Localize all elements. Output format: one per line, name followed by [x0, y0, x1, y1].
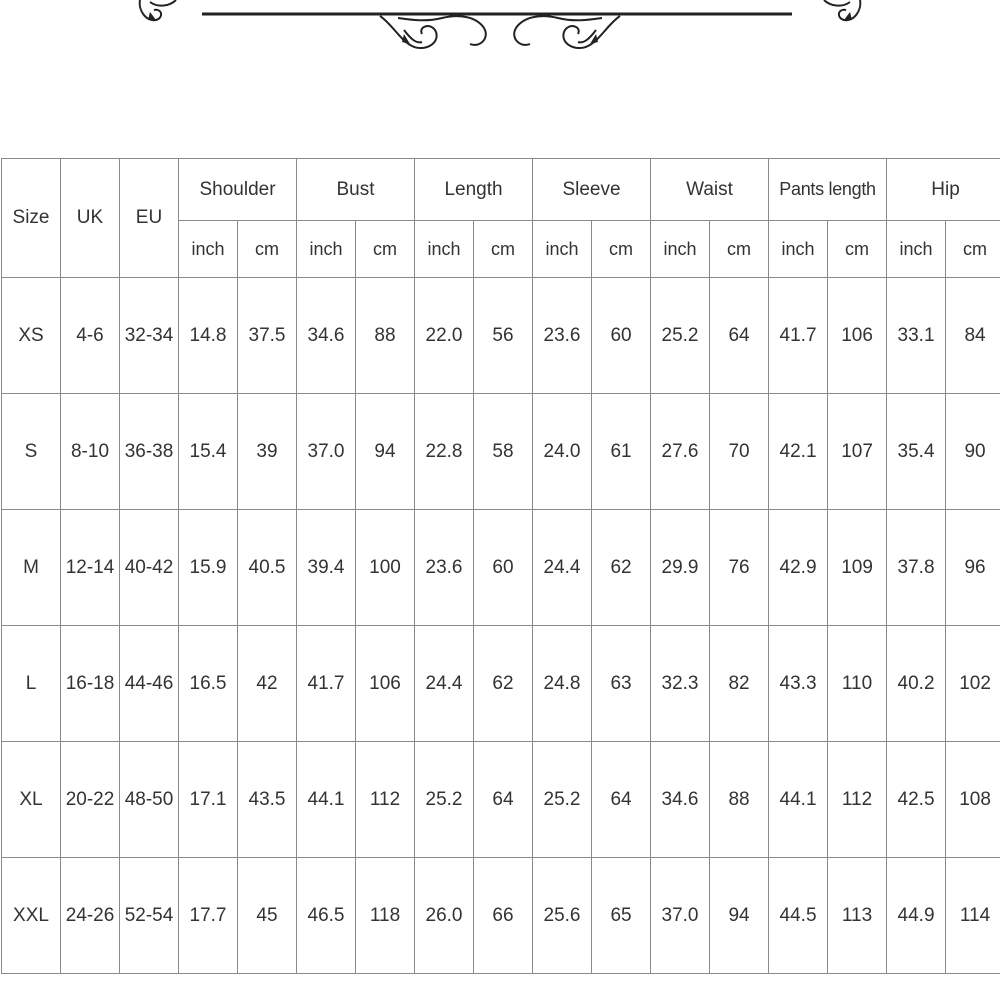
cell-measurement: 60	[592, 278, 651, 394]
unit-label-inch: inch	[887, 221, 946, 278]
unit-label-inch: inch	[297, 221, 356, 278]
header-pants-length: Pants length	[769, 159, 887, 221]
cell-measurement: 40.2	[887, 626, 946, 742]
cell-measurement: 44.5	[769, 858, 828, 974]
table-row	[2, 278, 1000, 394]
cell-measurement: 88	[356, 278, 415, 394]
header-uk: UK	[61, 159, 120, 278]
cell-measurement: 70	[710, 394, 769, 510]
cell-measurement: 41.7	[297, 626, 356, 742]
cell-measurement: 14.8	[179, 278, 238, 394]
cell-measurement: 82	[710, 626, 769, 742]
cell-measurement: 29.9	[651, 510, 710, 626]
cell-measurement: 43.5	[238, 742, 297, 858]
unit-label-cm: cm	[592, 221, 651, 278]
table-row	[2, 626, 1000, 742]
cell-eu: 44-46	[120, 626, 179, 742]
cell-size: M	[2, 510, 61, 626]
header-waist: Waist	[651, 159, 769, 221]
cell-measurement: 62	[592, 510, 651, 626]
cell-size: S	[2, 394, 61, 510]
cell-measurement: 25.2	[533, 742, 592, 858]
cell-measurement: 37.8	[887, 510, 946, 626]
header-row-groups	[2, 159, 1000, 221]
size-chart-table	[1, 158, 1000, 974]
cell-measurement: 37.5	[238, 278, 297, 394]
table-row	[2, 510, 1000, 626]
unit-label-inch: inch	[651, 221, 710, 278]
cell-measurement: 90	[946, 394, 1000, 510]
unit-label-cm: cm	[710, 221, 769, 278]
cell-measurement: 32.3	[651, 626, 710, 742]
cell-measurement: 61	[592, 394, 651, 510]
cell-measurement: 46.5	[297, 858, 356, 974]
cell-measurement: 63	[592, 626, 651, 742]
cell-measurement: 24.0	[533, 394, 592, 510]
size-table-body	[2, 278, 1000, 974]
cell-measurement: 24.4	[415, 626, 474, 742]
cell-measurement: 56	[474, 278, 533, 394]
cell-measurement: 42	[238, 626, 297, 742]
cell-uk: 8-10	[61, 394, 120, 510]
unit-label-cm: cm	[238, 221, 297, 278]
cell-size: L	[2, 626, 61, 742]
cell-eu: 48-50	[120, 742, 179, 858]
cell-measurement: 84	[946, 278, 1000, 394]
cell-measurement: 107	[828, 394, 887, 510]
cell-measurement: 37.0	[651, 858, 710, 974]
header-hip: Hip	[887, 159, 1000, 221]
cell-measurement: 23.6	[415, 510, 474, 626]
cell-measurement: 106	[356, 626, 415, 742]
unit-label-inch: inch	[769, 221, 828, 278]
cell-measurement: 64	[474, 742, 533, 858]
header-eu: EU	[120, 159, 179, 278]
unit-label-inch: inch	[415, 221, 474, 278]
cell-measurement: 42.1	[769, 394, 828, 510]
unit-label-cm: cm	[474, 221, 533, 278]
cell-measurement: 58	[474, 394, 533, 510]
unit-label-inch: inch	[533, 221, 592, 278]
cell-measurement: 114	[946, 858, 1000, 974]
cell-measurement: 102	[946, 626, 1000, 742]
cell-measurement: 112	[828, 742, 887, 858]
cell-uk: 12-14	[61, 510, 120, 626]
cell-measurement: 25.6	[533, 858, 592, 974]
unit-label-cm: cm	[356, 221, 415, 278]
cell-measurement: 106	[828, 278, 887, 394]
header-bust: Bust	[297, 159, 415, 221]
unit-label-cm: cm	[946, 221, 1000, 278]
cell-measurement: 42.9	[769, 510, 828, 626]
cell-measurement: 34.6	[297, 278, 356, 394]
cell-eu: 52-54	[120, 858, 179, 974]
cell-uk: 4-6	[61, 278, 120, 394]
cell-size: XXL	[2, 858, 61, 974]
table-row	[2, 742, 1000, 858]
cell-measurement: 22.0	[415, 278, 474, 394]
cell-measurement: 17.7	[179, 858, 238, 974]
table-row	[2, 858, 1000, 974]
cell-size: XL	[2, 742, 61, 858]
unit-label-inch: inch	[179, 221, 238, 278]
cell-measurement: 44.9	[887, 858, 946, 974]
cell-uk: 24-26	[61, 858, 120, 974]
cell-measurement: 43.3	[769, 626, 828, 742]
cell-measurement: 66	[474, 858, 533, 974]
decorative-ornament	[0, 0, 1000, 60]
cell-measurement: 40.5	[238, 510, 297, 626]
cell-measurement: 44.1	[297, 742, 356, 858]
cell-eu: 32-34	[120, 278, 179, 394]
cell-measurement: 41.7	[769, 278, 828, 394]
cell-measurement: 26.0	[415, 858, 474, 974]
cell-measurement: 88	[710, 742, 769, 858]
cell-eu: 36-38	[120, 394, 179, 510]
cell-measurement: 94	[356, 394, 415, 510]
cell-measurement: 24.4	[533, 510, 592, 626]
cell-measurement: 118	[356, 858, 415, 974]
table-row	[2, 394, 1000, 510]
cell-measurement: 62	[474, 626, 533, 742]
cell-measurement: 16.5	[179, 626, 238, 742]
cell-measurement: 25.2	[415, 742, 474, 858]
cell-measurement: 39.4	[297, 510, 356, 626]
cell-measurement: 44.1	[769, 742, 828, 858]
cell-size: XS	[2, 278, 61, 394]
cell-measurement: 15.9	[179, 510, 238, 626]
cell-measurement: 76	[710, 510, 769, 626]
cell-measurement: 64	[710, 278, 769, 394]
cell-measurement: 25.2	[651, 278, 710, 394]
cell-measurement: 23.6	[533, 278, 592, 394]
cell-measurement: 42.5	[887, 742, 946, 858]
header-length: Length	[415, 159, 533, 221]
header-shoulder: Shoulder	[179, 159, 297, 221]
cell-measurement: 112	[356, 742, 415, 858]
header-size: Size	[2, 159, 61, 278]
cell-measurement: 22.8	[415, 394, 474, 510]
cell-measurement: 27.6	[651, 394, 710, 510]
cell-measurement: 110	[828, 626, 887, 742]
cell-measurement: 96	[946, 510, 1000, 626]
cell-measurement: 39	[238, 394, 297, 510]
cell-measurement: 108	[946, 742, 1000, 858]
cell-measurement: 17.1	[179, 742, 238, 858]
cell-measurement: 33.1	[887, 278, 946, 394]
cell-measurement: 24.8	[533, 626, 592, 742]
unit-label-cm: cm	[828, 221, 887, 278]
cell-uk: 20-22	[61, 742, 120, 858]
cell-measurement: 64	[592, 742, 651, 858]
cell-measurement: 109	[828, 510, 887, 626]
header-sleeve: Sleeve	[533, 159, 651, 221]
cell-measurement: 34.6	[651, 742, 710, 858]
cell-uk: 16-18	[61, 626, 120, 742]
cell-measurement: 15.4	[179, 394, 238, 510]
cell-measurement: 45	[238, 858, 297, 974]
cell-measurement: 94	[710, 858, 769, 974]
cell-measurement: 65	[592, 858, 651, 974]
cell-measurement: 60	[474, 510, 533, 626]
cell-eu: 40-42	[120, 510, 179, 626]
cell-measurement: 35.4	[887, 394, 946, 510]
cell-measurement: 37.0	[297, 394, 356, 510]
cell-measurement: 113	[828, 858, 887, 974]
cell-measurement: 100	[356, 510, 415, 626]
